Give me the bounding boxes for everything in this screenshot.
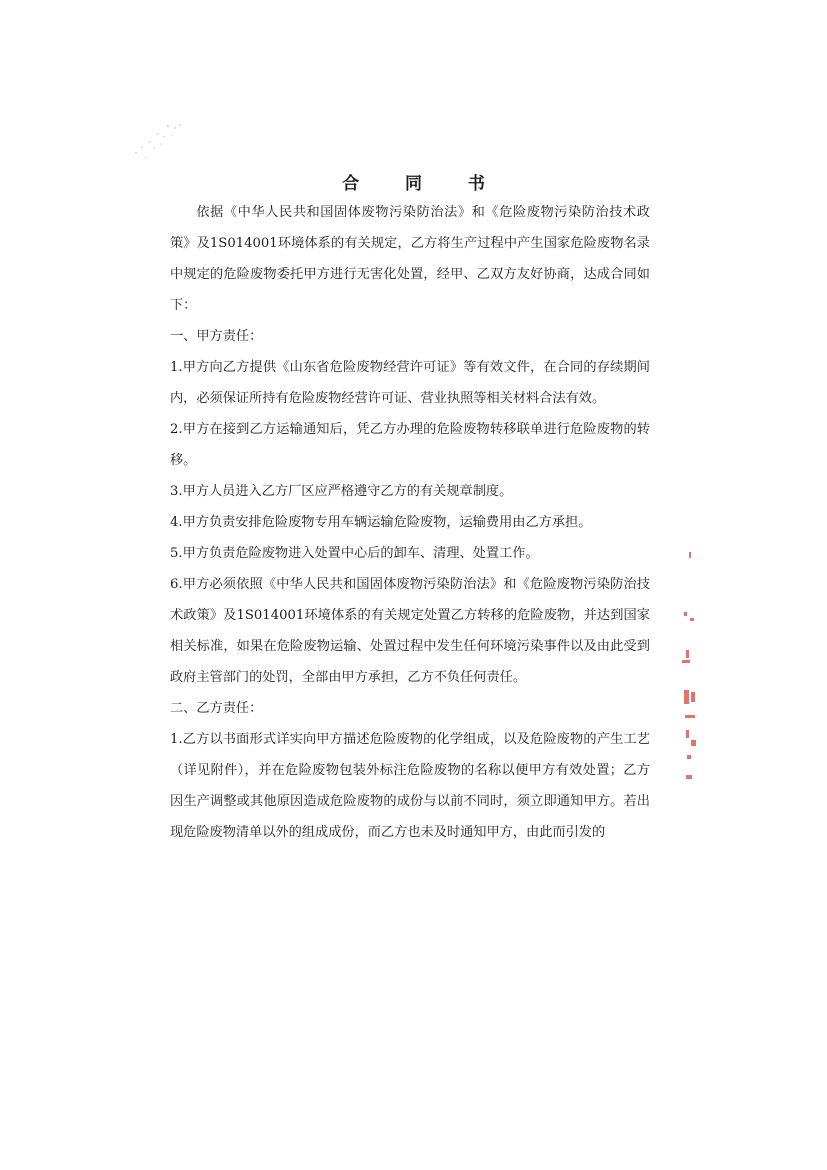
section-1-item: 1.甲方向乙方提供《山东省危险废物经营许可证》等有效文件，在合同的存续期间内，必须保证所持有危险废物经营许可证、营业执照等相关材料合法有效。 bbox=[170, 360, 650, 406]
section-1-item: 5.甲方负责危险废物进入处置中心后的卸车、清理、处置工作。 bbox=[170, 546, 539, 561]
section-2-heading: 二、乙方责任： bbox=[170, 701, 263, 716]
red-seal-edge bbox=[672, 540, 702, 790]
document-body bbox=[170, 197, 650, 848]
section-1-heading: 一、甲方责任： bbox=[170, 329, 263, 344]
section-2-item: 1.乙方以书面形式详实向甲方描述危险废物的化学组成，以及危险废物的产生工艺（详见附件），并在危险废物包装外标注危险废物的名称以便甲方有效处置；乙方因生产调整或其他原因造成危险废物的成份与以前不同时，须立即通知甲方。若出现危险废物清单以外的组成成份，而乙方也未及时通知甲方，由此而引发的 bbox=[170, 732, 650, 840]
section-1-item: 4.甲方负责安排危险废物专用车辆运输危险废物，运输费用由乙方承担。 bbox=[170, 515, 592, 530]
section-1-item: 2.甲方在接到乙方运输通知后，凭乙方办理的危险废物转移联单进行危险废物的转移。 bbox=[170, 422, 650, 468]
section-1-item: 3.甲方人员进入乙方厂区应严格遵守乙方的有关规章制度。 bbox=[170, 484, 513, 499]
intro-paragraph: 依据《中华人民共和国固体废物污染防治法》和《危险废物污染防治技术政策》及1S014001环境体系的有关规定，乙方将生产过程中产生国家危险废物名录中规定的危险废物委托甲方进行无害化处置，经甲、乙双方友好协商，达成合同如下： bbox=[170, 205, 650, 313]
scan-specks bbox=[128, 120, 198, 170]
section-1-item: 6.甲方必须依照《中华人民共和国固体废物污染防治法》和《危险废物污染防治技术政策》及1S014001环境体系的有关规定处置乙方转移的危险废物，并达到国家相关标准，如果在危险废物运输、处置过程中发生任何环境污染事件以及由此受到政府主管部门的处罚，全部由甲方承担，乙方不负任何责任。 bbox=[170, 577, 650, 685]
document-title: 合 同 书 bbox=[342, 174, 505, 194]
